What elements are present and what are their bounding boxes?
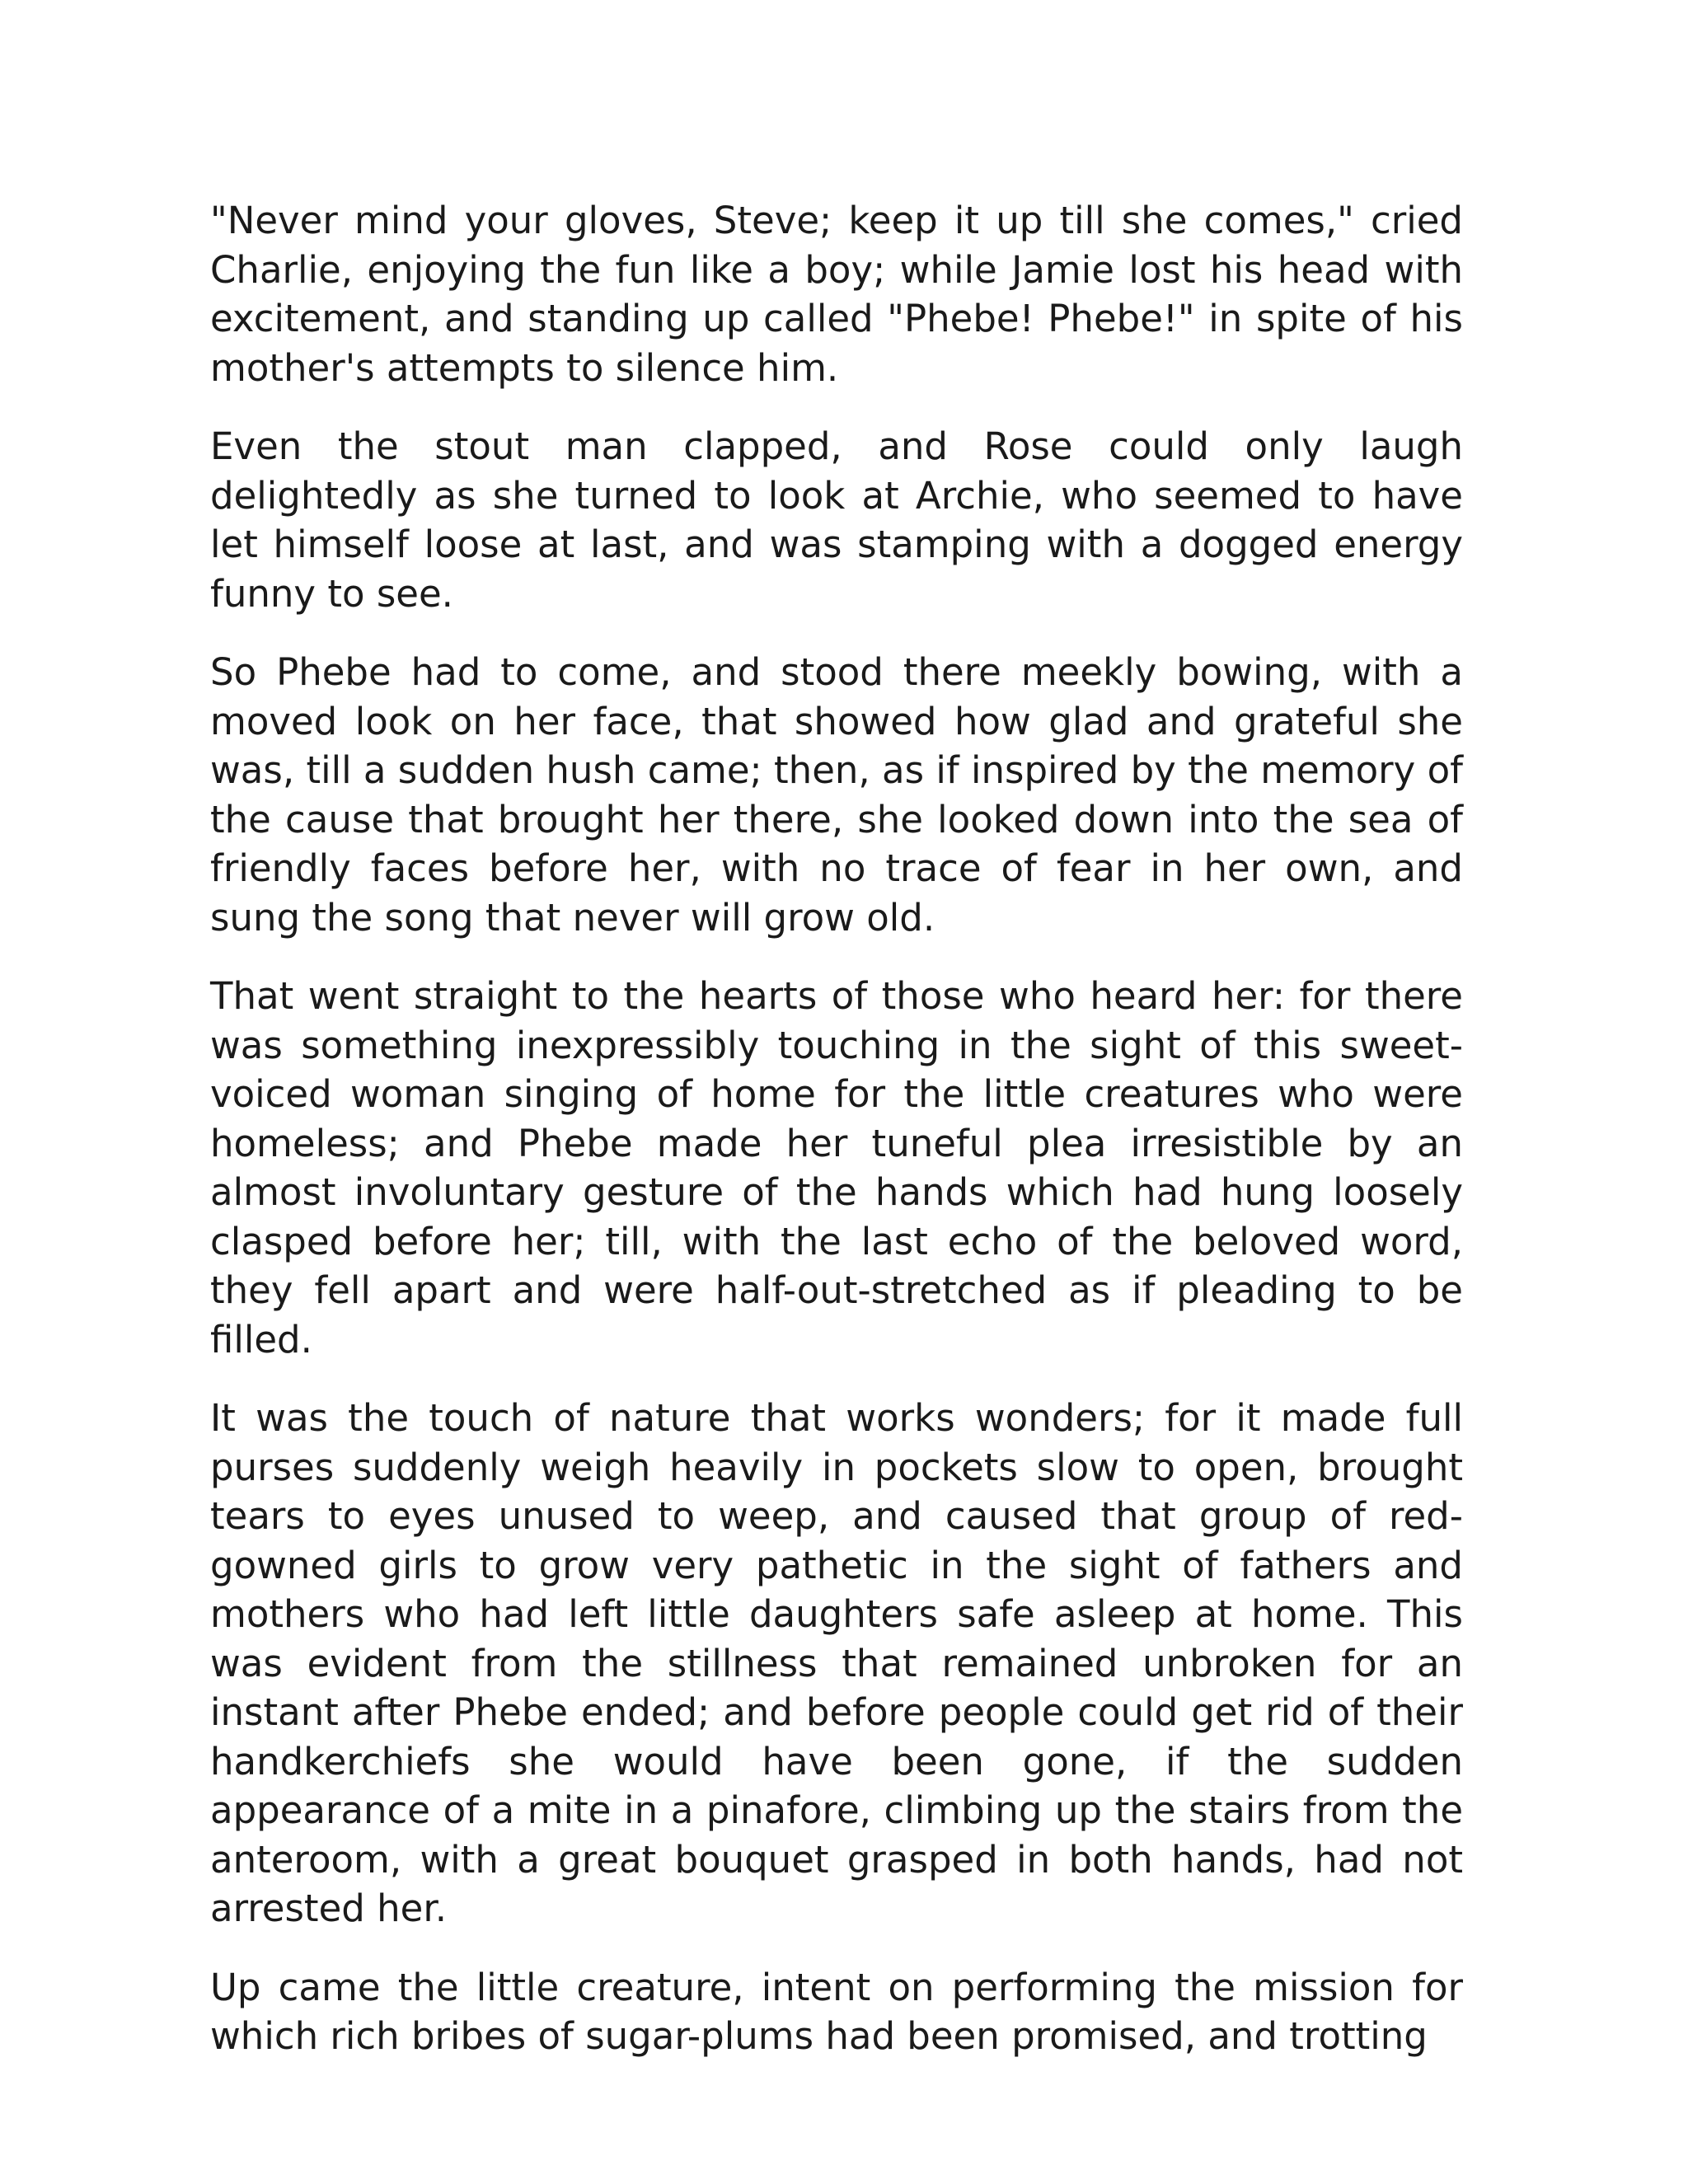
paragraph: Even the stout man clapped, and Rose could only laugh delightedly as she turned to look at Archie, who seemed to have let himself loose at last, and was stamping with a dogged energy funny to see. xyxy=(210,424,1463,616)
paragraph: That went straight to the hearts of those who heard her: for there was something inexpressibly touching in the sight of this sweet-voiced woman singing of home for the little creatures who were homeless; and Phebe made her tuneful plea irresistible by an almost involuntary gesture of the hands which had hung loosely clasped before her; till, with the last echo of the beloved word, they fell apart and were half-out-stretched as if pleading to be filled. xyxy=(210,974,1463,1361)
paragraph: It was the touch of nature that works wonders; for it made full purses suddenly weigh heavily in pockets slow to open, brought tears to eyes unused to weep, and caused that group of red-gowned girls to grow very pathetic in the sight of fathers and mothers who had left little daughters safe asleep at home. This was evident from the stillness that remained unbroken for an instant after Phebe ended; and before people could get rid of their handkerchiefs she would have been gone, if the sudden appearance of a mite in a pinafore, climbing up the stairs from the anteroom, with a great bouquet grasped in both hands, had not arrested her. xyxy=(210,1396,1463,1930)
body-text xyxy=(210,196,1463,2091)
paragraph: So Phebe had to come, and stood there meekly bowing, with a moved look on her face, that showed how glad and grateful she was, till a sudden hush came; then, as if inspired by the memory of the cause that brought her there, she looked down into the sea of friendly faces before her, with no trace of fear in her own, and sung the song that never will grow old. xyxy=(210,650,1463,940)
paragraph: Up came the little creature, intent on performing the mission for which rich bribes of sugar-plums had been promised, and trotting xyxy=(210,1965,1463,2058)
paragraph: "Never mind your gloves, Steve; keep it up till she comes," cried Charlie, enjoying the fun like a boy; while Jamie lost his head with excitement, and standing up called "Phebe! Phebe!" in spite of his mother's attempts to silence him. xyxy=(210,199,1463,390)
